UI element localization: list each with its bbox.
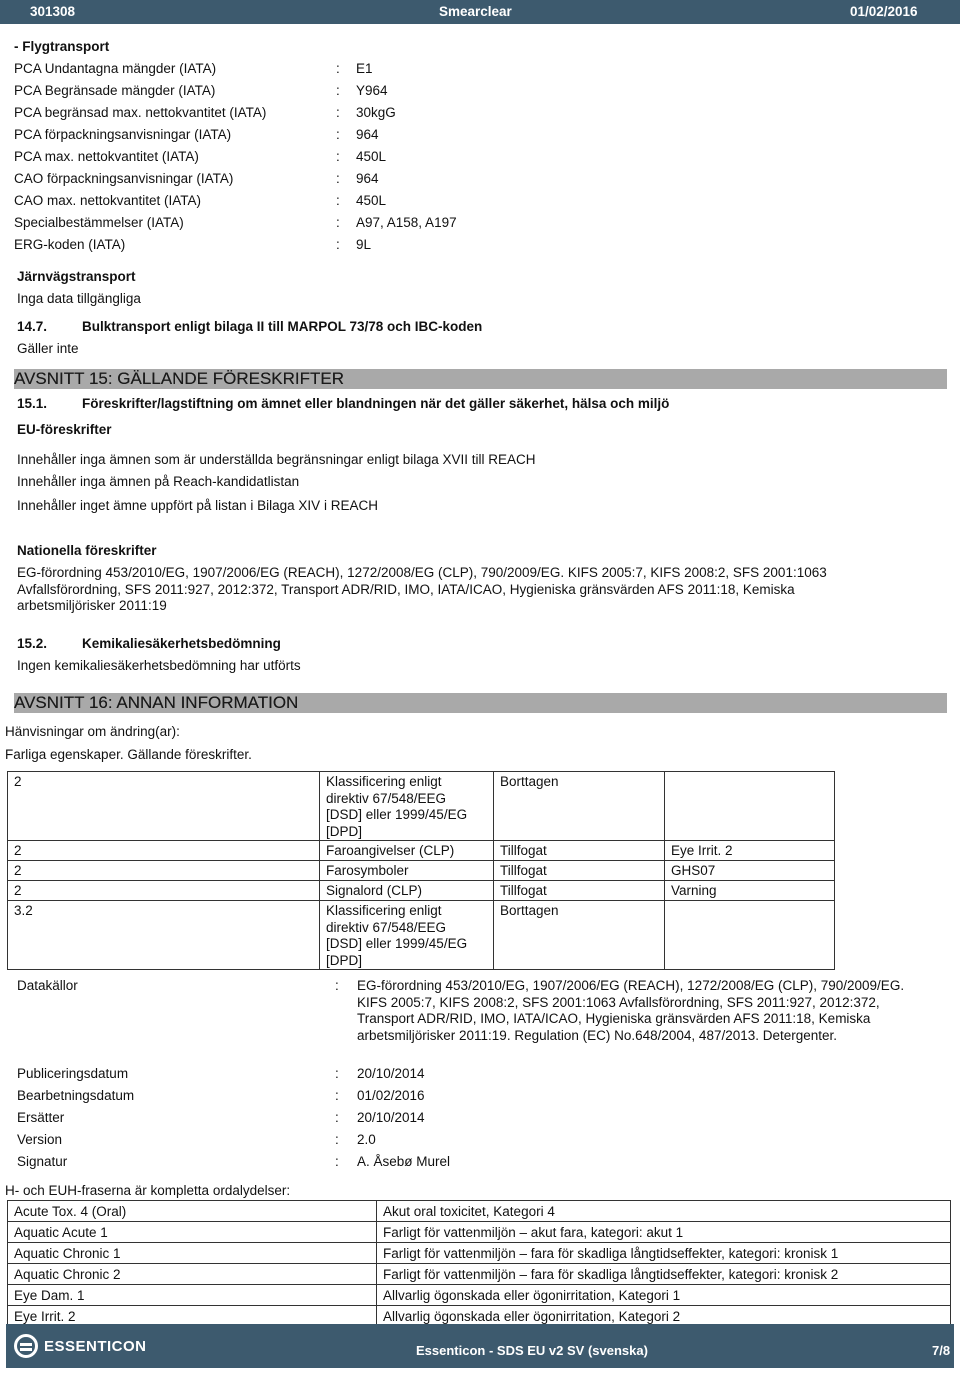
h-phrase-text: Farligt för vattenmiljön – fara för skadliga långtidseffekter, kategori: kronisk 2 xyxy=(377,1264,951,1285)
table-row xyxy=(8,1222,951,1243)
h-phrase-code: Aquatic Acute 1 xyxy=(8,1222,377,1243)
h-phrase-code: Acute Tox. 4 (Oral) xyxy=(8,1201,377,1222)
section-15-2-text: Ingen kemikaliesäkerhetsbedömning har utförts xyxy=(17,658,301,673)
table-row xyxy=(8,1243,951,1264)
section-16-heading: AVSNITT 16: ANNAN INFORMATION xyxy=(14,693,299,712)
metadata-value: A. Åsebø Murel xyxy=(357,1154,451,1169)
table-cell: Faroangivelser (CLP) xyxy=(320,841,494,861)
revision-references-label: Hänvisningar om ändring(ar): xyxy=(5,724,180,739)
colon-separator: : xyxy=(336,171,340,186)
h-phrases-table xyxy=(7,1200,951,1327)
table-cell: 2 xyxy=(8,841,320,861)
table-cell: Varning xyxy=(665,881,835,901)
air-transport-label: CAO förpackningsanvisningar (IATA) xyxy=(14,171,234,186)
page-number: 7/8 xyxy=(932,1343,951,1358)
air-transport-label: ERG-koden (IATA) xyxy=(14,237,126,252)
air-transport-title: - Flygtransport xyxy=(14,39,110,54)
table-cell: 3.2 xyxy=(8,901,320,970)
air-transport-row xyxy=(14,105,464,127)
table-cell: 2 xyxy=(8,861,320,881)
table-row xyxy=(8,841,835,861)
colon-separator: : xyxy=(336,83,340,98)
h-phrase-text: Akut oral toxicitet, Kategori 4 xyxy=(377,1201,951,1222)
air-transport-label: PCA förpackningsanvisningar (IATA) xyxy=(14,127,232,142)
air-transport-value: 450L xyxy=(356,193,387,208)
table-row xyxy=(8,881,835,901)
air-transport-row xyxy=(14,193,464,215)
section-15-2-title: Kemikaliesäkerhetsbedömning xyxy=(82,636,281,651)
table-cell: Tillfogat xyxy=(494,861,665,881)
h-phrase-code: Aquatic Chronic 2 xyxy=(8,1264,377,1285)
table-cell xyxy=(665,772,835,841)
page-footer xyxy=(6,1324,954,1368)
section-15-heading-bar xyxy=(14,369,947,389)
air-transport-value: 30kgG xyxy=(356,105,396,120)
air-transport-label: PCA Begränsade mängder (IATA) xyxy=(14,83,216,98)
table-cell: Tillfogat xyxy=(494,881,665,901)
table-cell: Klassificering enligt direktiv 67/548/EEG [DSD] eller 1999/45/EG [DPD] xyxy=(320,901,494,970)
footer-document-label: Essenticon - SDS EU v2 SV (svenska) xyxy=(416,1343,648,1358)
product-name: Smearclear xyxy=(439,4,512,19)
table-cell: Tillfogat xyxy=(494,841,665,861)
revision-changes-table xyxy=(7,771,835,970)
colon-separator: : xyxy=(336,237,340,252)
table-cell: Signalord (CLP) xyxy=(320,881,494,901)
table-row xyxy=(8,772,835,841)
air-transport-value: 9L xyxy=(356,237,372,252)
h-phrases-title: H- och EUH-fraserna är kompletta ordalydelser: xyxy=(5,1183,291,1198)
section-15-1-number: 15.1. xyxy=(17,396,48,411)
colon-separator: : xyxy=(336,127,340,142)
air-transport-row xyxy=(14,149,464,171)
h-phrase-text: Farligt för vattenmiljön – akut fara, kategori: akut 1 xyxy=(377,1222,951,1243)
metadata-label: Signatur xyxy=(17,1154,68,1169)
colon-separator: : xyxy=(336,149,340,164)
eu-regulation-line-2: Innehåller inga ämnen på Reach-kandidatlistan xyxy=(17,474,300,489)
air-transport-label: Specialbestämmelser (IATA) xyxy=(14,215,184,230)
section-14-7-number: 14.7. xyxy=(17,319,48,334)
section-15-1-title: Föreskrifter/lagstiftning om ämnet eller blandningen när det gäller säkerhet, hälsa och miljö xyxy=(82,396,670,411)
table-cell: Borttagen xyxy=(494,901,665,970)
air-transport-value: E1 xyxy=(356,61,373,76)
table-cell: Farosymboler xyxy=(320,861,494,881)
metadata-value: 20/10/2014 xyxy=(357,1066,425,1081)
essenticon-logo xyxy=(14,1334,164,1360)
air-transport-row xyxy=(14,171,464,193)
metadata-value: 20/10/2014 xyxy=(357,1110,425,1125)
air-transport-label: CAO max. nettokvantitet (IATA) xyxy=(14,193,202,208)
air-transport-row xyxy=(14,237,464,259)
revision-references-text: Farliga egenskaper. Gällande föreskrifter. xyxy=(5,747,252,762)
metadata-label: Bearbetningsdatum xyxy=(17,1088,135,1103)
metadata-label: Publiceringsdatum xyxy=(17,1066,129,1081)
air-transport-value: Y964 xyxy=(356,83,388,98)
section-15-2-number: 15.2. xyxy=(17,636,48,651)
table-row xyxy=(8,861,835,881)
air-transport-value: 450L xyxy=(356,149,387,164)
air-transport-row xyxy=(14,83,464,105)
table-row xyxy=(8,901,835,970)
h-phrase-text: Allvarlig ögonskada eller ögonirritation, Kategori 1 xyxy=(377,1285,951,1306)
eu-regulation-line-3: Innehåller inget ämne uppfört på listan i Bilaga XIV i REACH xyxy=(17,498,378,513)
colon-separator: : xyxy=(335,1110,339,1125)
national-regulations-line-3: arbetsmiljörisker 2011:19 xyxy=(17,598,167,613)
colon-separator: : xyxy=(335,1066,339,1081)
table-cell: 2 xyxy=(8,772,320,841)
colon-separator: : xyxy=(335,978,339,993)
air-transport-row xyxy=(14,61,464,83)
h-phrase-text: Allvarlig ögonskada eller ögonirritation, Kategori 2 xyxy=(377,1306,951,1327)
national-regulations-title: Nationella föreskrifter xyxy=(17,543,157,558)
metadata-label: Ersätter xyxy=(17,1110,65,1125)
metadata-label: Datakällor xyxy=(17,978,78,993)
national-regulations-line-2: Avfallsförordning, SFS 2011:927, 2012:372, Transport ADR/RID, IMO, IATA/ICAO, Hygieniska gränsvärden AFS 2011:18, Kemiska xyxy=(17,582,795,597)
colon-separator: : xyxy=(336,215,340,230)
table-row xyxy=(8,1285,951,1306)
metadata-label: Version xyxy=(17,1132,63,1147)
essenticon-logo-icon xyxy=(14,1334,38,1358)
table-cell: Borttagen xyxy=(494,772,665,841)
section-14-7-text: Gäller inte xyxy=(17,341,79,356)
h-phrase-code: Aquatic Chronic 1 xyxy=(8,1243,377,1264)
rail-transport-text: Inga data tillgängliga xyxy=(17,291,141,306)
metadata-value: EG-förordning 453/2010/EG, 1907/2006/EG (REACH), 1272/2008/EG (CLP), 790/2009/EG. KIFS 2005:7, KIFS 2008:2, SFS 2001:1063 Avfallsförordning, SFS 2011:927, 2012:372, Transport ADR/RID, IMO, IATA/ICAO, Hygieniska gränsvärden AFS 2011:18, Kemiska arbetsmiljörisker 2011:19. Regulation (EC) No.648/2004, 487/2013. Detergenter. xyxy=(357,978,905,1043)
air-transport-label: PCA max. nettokvantitet (IATA) xyxy=(14,149,199,164)
h-phrase-text: Farligt för vattenmiljön – fara för skadliga långtidseffekter, kategori: kronisk 1 xyxy=(377,1243,951,1264)
air-transport-value: 964 xyxy=(356,171,379,186)
air-transport-value: A97, A158, A197 xyxy=(356,215,457,230)
air-transport-row xyxy=(14,127,464,149)
header-date: 01/02/2016 xyxy=(850,4,918,19)
table-cell xyxy=(665,901,835,970)
essenticon-logo-text: ESSENTICON xyxy=(44,1338,147,1355)
colon-separator: : xyxy=(335,1132,339,1147)
table-cell: 2 xyxy=(8,881,320,901)
air-transport-row xyxy=(14,215,464,237)
eu-regulation-line-1: Innehåller inga ämnen som är underställda begränsningar enligt bilaga XVII till REACH xyxy=(17,452,536,467)
h-phrase-code: Eye Irrit. 2 xyxy=(8,1306,377,1327)
table-row xyxy=(8,1264,951,1285)
eu-regulations-title: EU-föreskrifter xyxy=(17,422,112,437)
colon-separator: : xyxy=(335,1088,339,1103)
section-16-heading-bar xyxy=(14,693,947,713)
table-cell: GHS07 xyxy=(665,861,835,881)
table-row xyxy=(8,1201,951,1222)
table-cell: Eye Irrit. 2 xyxy=(665,841,835,861)
air-transport-value: 964 xyxy=(356,127,379,142)
colon-separator: : xyxy=(336,193,340,208)
section-14-7-title: Bulktransport enligt bilaga II till MARPOL 73/78 och IBC-koden xyxy=(82,319,483,334)
rail-transport-title: Järnvägstransport xyxy=(17,269,136,284)
page-header xyxy=(0,0,960,24)
colon-separator: : xyxy=(336,61,340,76)
h-phrase-code: Eye Dam. 1 xyxy=(8,1285,377,1306)
product-number: 301308 xyxy=(30,4,76,19)
metadata-value: 01/02/2016 xyxy=(357,1088,425,1103)
national-regulations-line-1: EG-förordning 453/2010/EG, 1907/2006/EG (REACH), 1272/2008/EG (CLP), 790/2009/EG. KIFS 2005:7, KIFS 2008:2, SFS 2001:1063 xyxy=(17,565,827,580)
colon-separator: : xyxy=(335,1154,339,1169)
air-transport-label: PCA Undantagna mängder (IATA) xyxy=(14,61,217,76)
section-15-heading: AVSNITT 15: GÄLLANDE FÖRESKRIFTER xyxy=(14,369,345,388)
metadata-value: 2.0 xyxy=(357,1132,376,1147)
table-cell: Klassificering enligt direktiv 67/548/EEG [DSD] eller 1999/45/EG [DPD] xyxy=(320,772,494,841)
air-transport-label: PCA begränsad max. nettokvantitet (IATA) xyxy=(14,105,267,120)
colon-separator: : xyxy=(336,105,340,120)
